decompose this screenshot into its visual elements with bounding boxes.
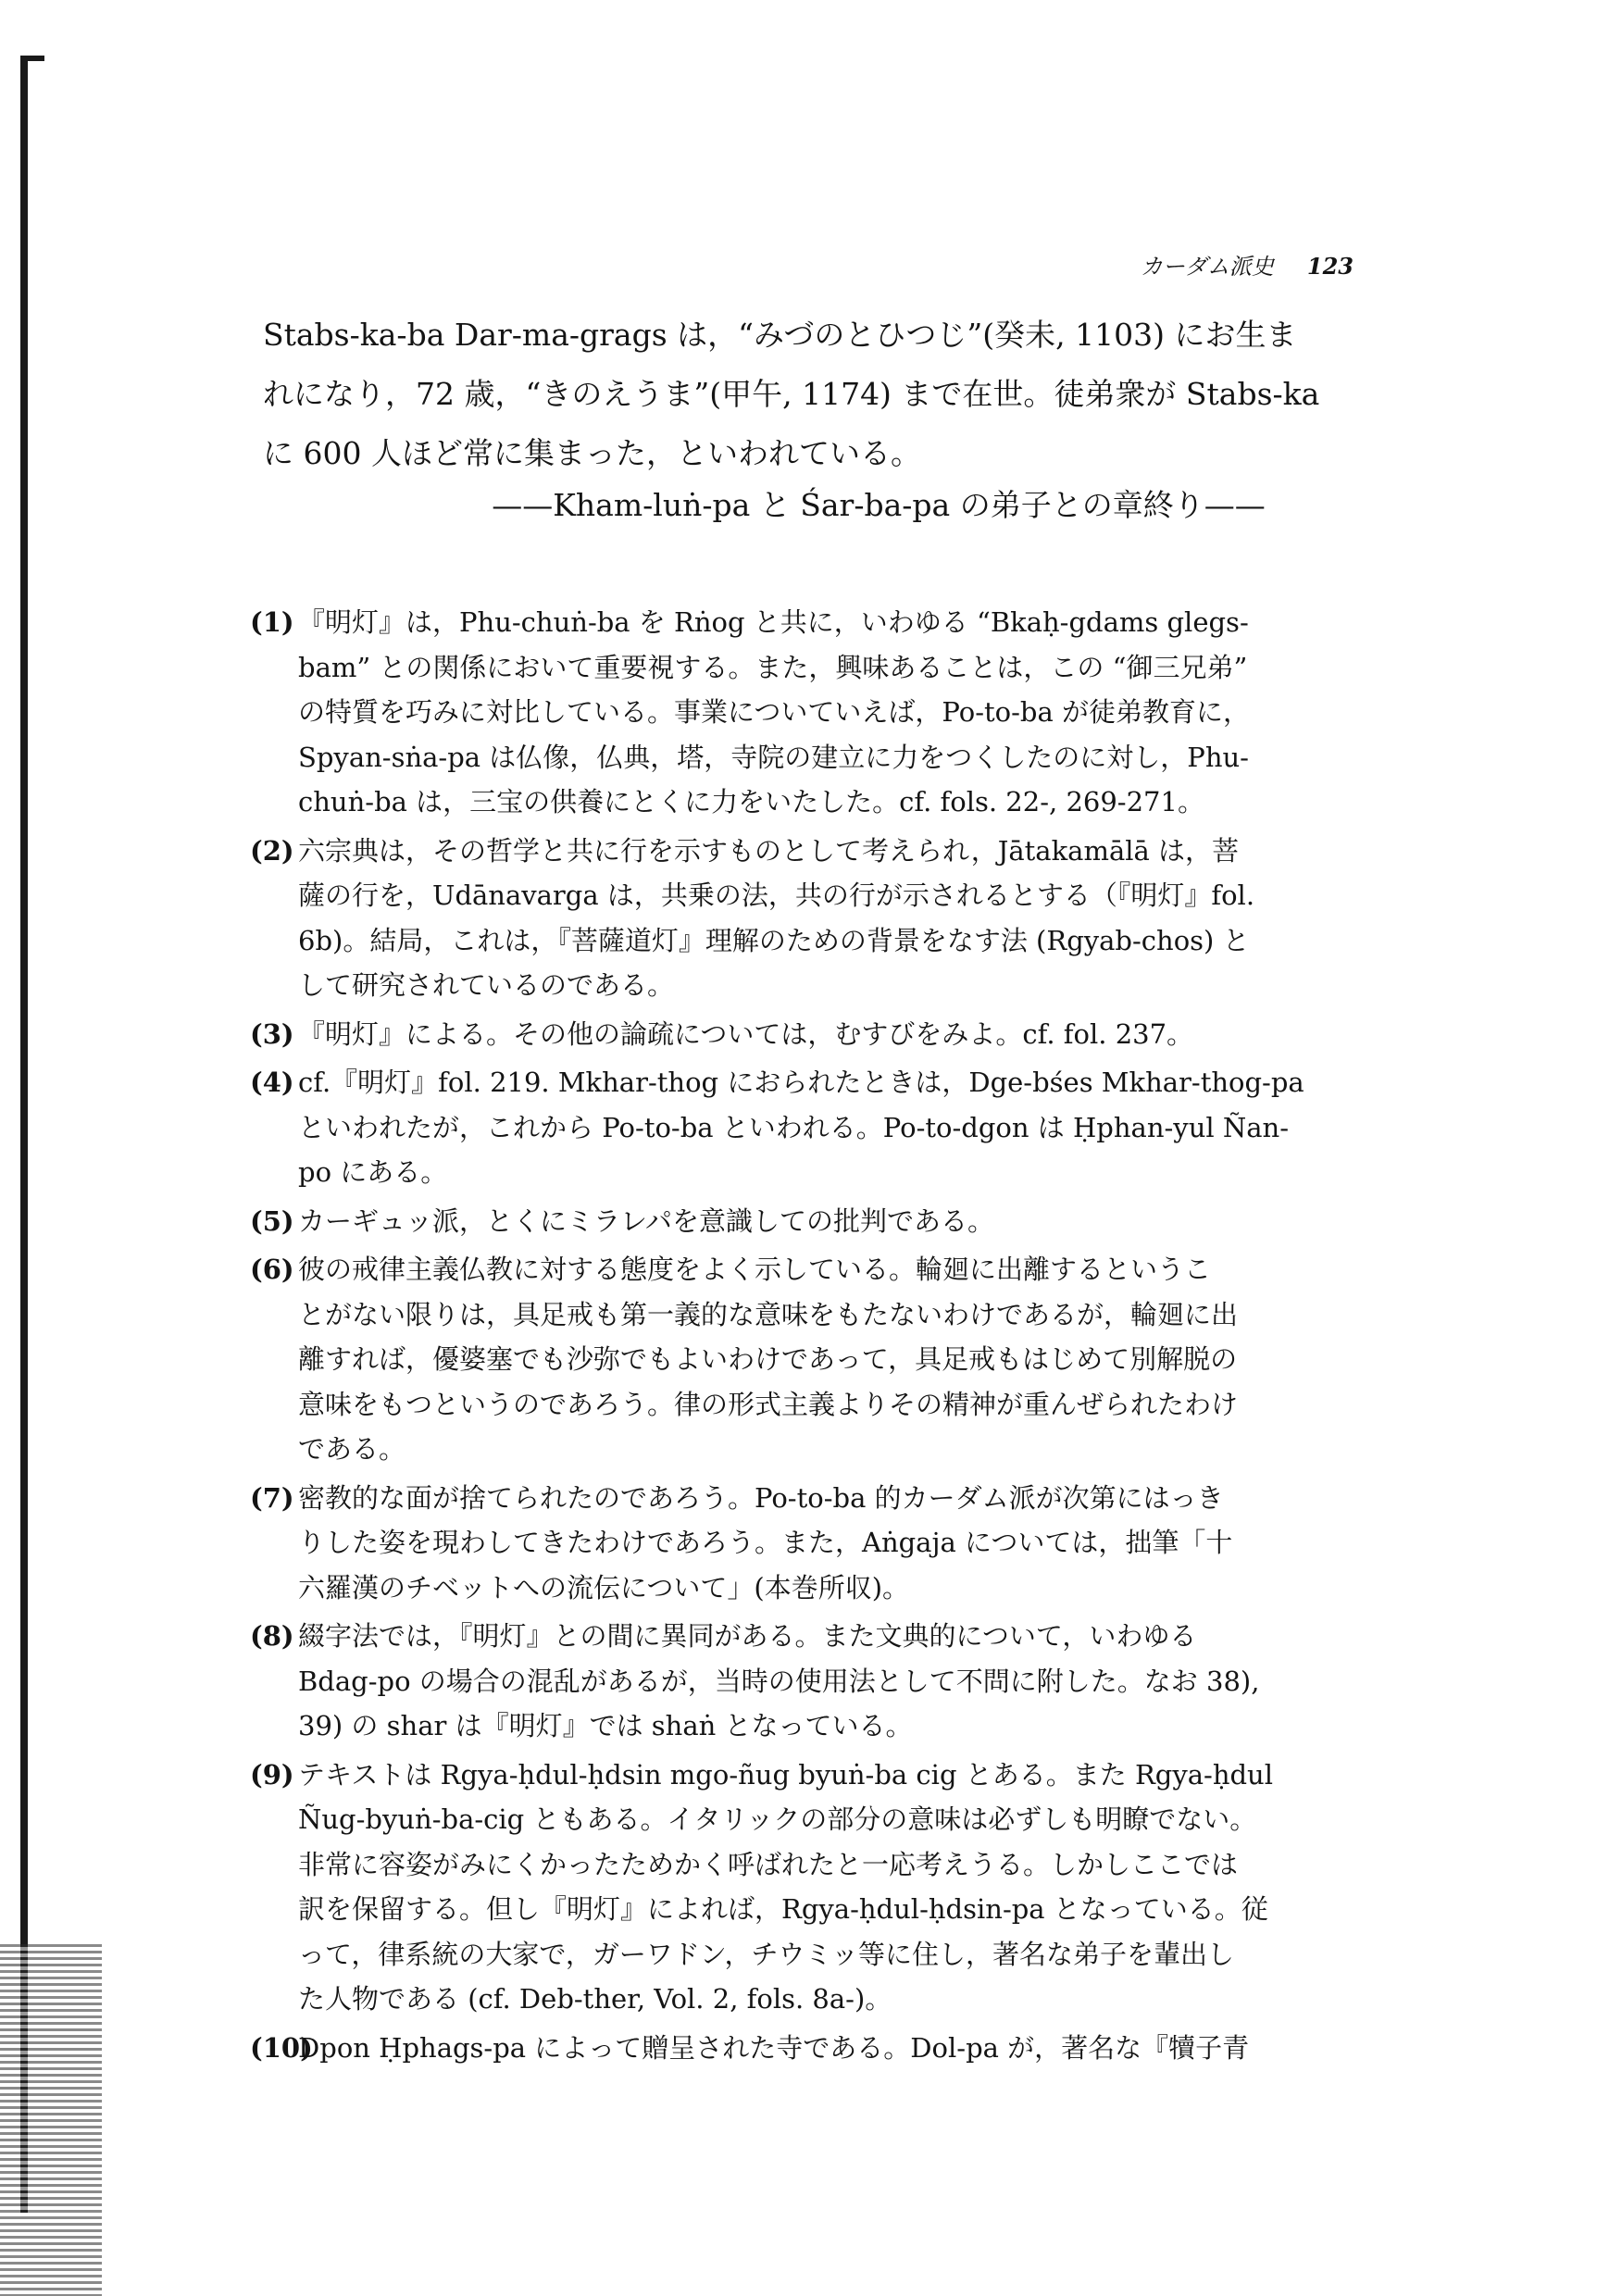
endnote-line: た人物である (cf. Deb-ther, Vol. 2, fols. 8a-)。: [298, 1983, 892, 2015]
endnote-line: って，律系統の大家で，ガーワドン，チウミッ等に住し，著名な弟子を輩出し: [298, 1938, 1234, 1970]
endnote-line: 六羅漢のチベットへの流伝について」(本巻所収)。: [298, 1571, 910, 1603]
endnote-line: 意味をもつというのであろう。律の形式主義よりその精神が重んぜられたわけ: [298, 1388, 1239, 1420]
endnote-line: 彼の戒律主義仏教に対する態度をよく示している。輪廻に出離するというこ: [298, 1254, 1212, 1285]
endnote-number: (2): [250, 834, 294, 867]
endnote-line: chuṅ-ba は，三宝の供養にとくに力をいたした。cf. fols. 22-, 269-271。: [298, 786, 1204, 817]
intro-line: に 600 人ほど常に集まった，といわれている。: [263, 435, 921, 471]
endnote-body: [298, 1012, 1370, 1057]
endnote-body: [298, 1753, 1370, 2022]
chapter-end-marker: ——Kham-luṅ-pa と Śar-ba-pa の弟子との章終り——: [492, 487, 1266, 523]
endnote-line: Dpon Ḥphags-pa によって贈呈された寺である。Dol-pa が，著名な『犢子青: [298, 2031, 1250, 2064]
endnote-number: (8): [250, 1620, 294, 1652]
endnote-number: (3): [250, 1017, 294, 1050]
endnote-line: カーギュッ派，とくにミラレパを意識しての批判である。: [298, 1204, 994, 1237]
endnote-line: Bdag-po の場合の混乱があるが，当時の使用法として不問に附した。なお 38),: [298, 1665, 1260, 1697]
endnote: [250, 1753, 1370, 2022]
endnote-line: Ñug-byuṅ-ba-cig ともある。イタリックの部分の意味は必ずしも明瞭でない。: [298, 1803, 1257, 1835]
endnote-line: bam” との関係において重要視する。また，興味あることは，この “御三兄弟”: [298, 651, 1248, 683]
endnote-line: 39) の shar は『明灯』では shaṅ となっている。: [298, 1710, 913, 1741]
endnote-number: (6): [250, 1254, 294, 1285]
endnote-line: 非常に容姿がみにくかったためかく呼ばれたと一応考えうる。しかしここでは: [298, 1848, 1239, 1880]
endnote-body: [298, 1247, 1370, 1472]
endnote-line: といわれたが，これから Po-to-ba といわれる。Po-to-dgon は Ḥphan-yul Ñan-: [298, 1111, 1289, 1143]
endnote-line: 薩の行を，Udānavarga は，共乗の法，共の行が示されるとする（『明灯』fol.: [298, 880, 1255, 911]
endnote-line: の特質を巧みに対比している。事業についていえば，Po-to-ba が徒弟教育に，: [298, 696, 1251, 728]
endnote-number: (9): [250, 1758, 294, 1791]
endnote-number: (7): [250, 1481, 294, 1514]
binding-mark: [20, 56, 44, 61]
endnote-line: である。: [298, 1433, 406, 1465]
endnote-line: 離すれば，優婆塞でも沙弥でもよいわけであって，具足戒もはじめて別解脱の: [298, 1343, 1238, 1375]
endnote: [250, 600, 1370, 825]
endnote: [250, 1476, 1370, 1611]
endnote: [250, 1060, 1370, 1195]
endnote-line: して研究されているのである。: [298, 969, 675, 1001]
endnote: [250, 1247, 1370, 1472]
running-head-title: カーダム派史: [1140, 254, 1274, 280]
endnote-body: [298, 2026, 1370, 2071]
endnote-line: とがない限りは，具足戒も第一義的な意味をもたないわけであるが，輪廻に出: [298, 1298, 1239, 1330]
endnote-body: [298, 829, 1370, 1008]
endnote-body: [298, 1476, 1370, 1611]
endnote-body: [298, 1060, 1370, 1195]
endnote-line: りした姿を現わしてきたわけであろう。また，Aṅgaja については，拙筆「十: [298, 1527, 1233, 1558]
endnote-number: (5): [250, 1204, 294, 1237]
endnote-number: (4): [250, 1067, 294, 1098]
endnote-line: 訳を保留する。但し『明灯』によれば，Rgya-ḥdul-ḥdsin-pa となっている。従: [298, 1893, 1268, 1925]
page-number: 123: [1306, 253, 1354, 280]
endnote: [250, 2026, 1370, 2071]
endnote: [250, 829, 1370, 1008]
endnote-line: テキストは Rgya-ḥdul-ḥdsin mgo-ñug byuṅ-ba cig とある。また Rgya-ḥdul: [298, 1758, 1274, 1791]
endnote: [250, 1614, 1370, 1749]
endnote-body: [298, 1199, 1370, 1244]
endnote-line: 『明灯』は，Phu-chuṅ-ba を Rṅog と共に，いわゆる “Bkaḥ-gdams glegs-: [298, 606, 1249, 638]
running-head: [1141, 248, 1354, 281]
endnote: [250, 1199, 1370, 1244]
binding-edge: [20, 56, 28, 2213]
endnote-line: Spyan-sṅa-pa は仏像，仏典，塔，寺院の建立に力をつくしたのに対し，Phu-: [298, 741, 1249, 773]
endnote-number: (10): [250, 2031, 313, 2064]
endnote-line: 六宗典は，その哲学と共に行を示すものとして考えられ，Jātakamālā は，菩: [298, 834, 1240, 867]
endnote-line: po にある。: [298, 1156, 448, 1188]
endnote-body: [298, 600, 1370, 825]
endnote: [250, 1012, 1370, 1057]
endnote-line: cf.『明灯』fol. 219. Mkhar-thog におられたときは，Dge-bśes Mkhar-thog-pa: [298, 1067, 1304, 1098]
intro-paragraph: [263, 306, 1365, 483]
endnote-line: 綴字法では，『明灯』との間に異同がある。また文典的について，いわゆる: [298, 1620, 1197, 1652]
endnote-line: 『明灯』による。その他の論疏については，むすびをみよ。cf. fol. 237。: [298, 1017, 1194, 1050]
endnotes: [250, 600, 1370, 2070]
endnote-line: 6b)。結局，これは，『菩薩道灯』理解のための背景をなす法 (Rgyab-chos) と: [298, 924, 1250, 956]
endnote-number: (1): [250, 606, 294, 638]
endnote-line: 密教的な面が捨てられたのであろう。Po-to-ba 的カーダム派が次第にはっき: [298, 1481, 1224, 1514]
endnote-body: [298, 1614, 1370, 1749]
intro-line: れになり，72 歳，“きのえうま”(甲午, 1174) まで在世。徒弟衆が Stabs-ka: [263, 376, 1320, 412]
intro-line: Stabs-ka-ba Dar-ma-grags は，“みづのとひつじ”(癸未, 1103) にお生ま: [263, 317, 1297, 353]
scan-edge-noise: [0, 1944, 102, 2296]
